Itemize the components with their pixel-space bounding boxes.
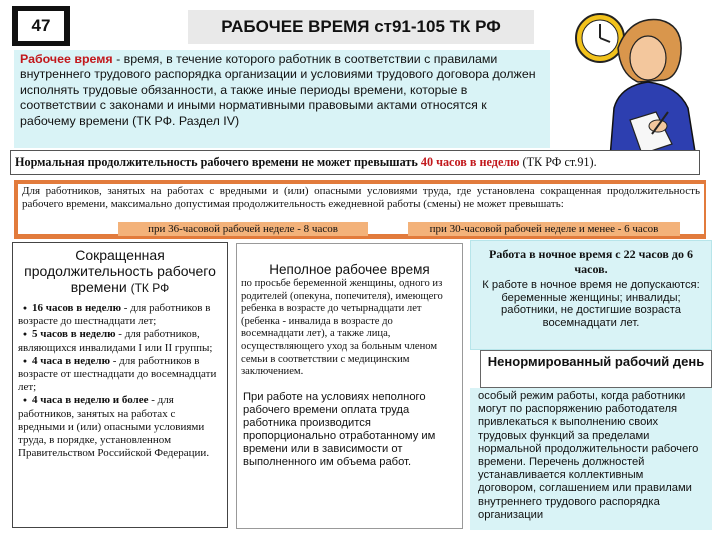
irregular-day-heading: Ненормированный рабочий день [480, 350, 712, 388]
bullet-icon: ● [22, 396, 28, 405]
item-text: - для работников, занятых на работах с вредными и (или) опасными условиями труда, в порядке, установленном Правительством Российской Федерации. [18, 394, 210, 460]
part-time-panel [236, 243, 463, 529]
part-time-pay: При работе на условиях неполного рабочего времени оплата труда работника производится пропорционально отработанному им времени или в зависимости от выполненного им объема работ. [243, 390, 436, 468]
office-worker-illustration [560, 8, 710, 160]
irregular-day-text: особый режим работы, когда работники могут по распоряжению работодателя привлекаться к выполнению своих трудовых функций за пределами нормальной продолжительности рабочего времени. Перечень должностей устанавливается коллективным договором, соглашением или правилами внутреннего трудового распорядка организации [470, 388, 712, 530]
wall-clock-icon [576, 14, 624, 62]
night-work-panel [470, 240, 712, 350]
part-time-conditions: по просьбе беременной женщины, одного из родителей (опекуна, попечителя), имеющего ребенка в возрасте до четырнадцати лет (ребенка - инвалида в возрасте до восемнадцати лет), а также лица, осуществляющего уход за больным членом семьи в соответствии с медицинским заключением. [241, 278, 443, 378]
slide-number-box [12, 6, 70, 46]
reduced-hours-list [13, 296, 227, 460]
definition-term: Рабочее время [20, 52, 113, 66]
bullet-icon: ● [22, 330, 28, 339]
reduced-hours-title: Сокращенная продолжительность рабочего времени [24, 247, 216, 295]
item-hours: 4 часа в неделю и более [32, 394, 149, 407]
tag-30-hour-week: при 30-часовой рабочей неделе и менее - 6 часов [408, 222, 680, 236]
slide-number: 47 [18, 11, 64, 41]
list-item [18, 302, 223, 328]
night-work-text: К работе в ночное время не допускаются: беременные женщины; инвалиды; работники, не достигшие возраста восемнадцати лет. [482, 279, 700, 329]
bullet-icon: ● [22, 304, 28, 312]
tag-36-hour-week: при 36-часовой рабочей неделе - 8 часов [118, 222, 368, 236]
page-title: РАБОЧЕЕ ВРЕМЯ ст91-105 ТК РФ [188, 10, 534, 44]
part-time-heading: Неполное рабочее время [269, 262, 430, 277]
normal-rule-ref: (ТК РФ ст.91). [519, 155, 597, 169]
item-hours: 16 часов в неделю [32, 302, 122, 314]
list-item [18, 328, 223, 354]
night-work-heading: Работа в ночное время с 22 часов до 6 часов. [489, 247, 693, 276]
bullet-icon: ● [22, 356, 28, 365]
normal-rule-hours: 40 часов в неделю [420, 155, 520, 169]
item-hours: 5 часов в неделю [32, 328, 116, 341]
item-text: - для работников в возрасте до шестнадцати лет; [18, 302, 211, 328]
item-text: - для работников в возрасте от шестнадцати до восемнадцати лет; [18, 354, 217, 394]
reduced-hours-heading [13, 243, 227, 296]
item-text: - для работников, являющихся инвалидами I или II группы; [18, 328, 213, 354]
definition-text: - время, в течение которого работник в соответствии с правилами внутреннего трудового распорядка организации и условиями трудового договора должен исполнять трудовые обязанности, а также иные периоды времени, которые в соответствии с законами и иными нормативными правовыми актами относятся к рабочему времени (ТК РФ. Раздел IV) [20, 52, 536, 128]
list-item [18, 355, 223, 395]
definition-box [14, 50, 550, 148]
list-item [18, 394, 223, 460]
hazardous-work-text: Для работников, занятых на работах с вредными и (или) опасными условиями труда, где установлена сокращенная продолжительность рабочего времени, максимально допустимая продолжительность ежедневной работы (смены) не может превышать: [18, 184, 704, 234]
normal-hours-rule [10, 150, 700, 175]
item-hours: 4 часа в неделю [32, 354, 111, 367]
normal-rule-text: Нормальная продолжительность рабочего времени не может превышать [15, 155, 421, 169]
reduced-hours-ref: (ТК РФ [130, 281, 170, 295]
reduced-hours-panel [12, 242, 228, 528]
